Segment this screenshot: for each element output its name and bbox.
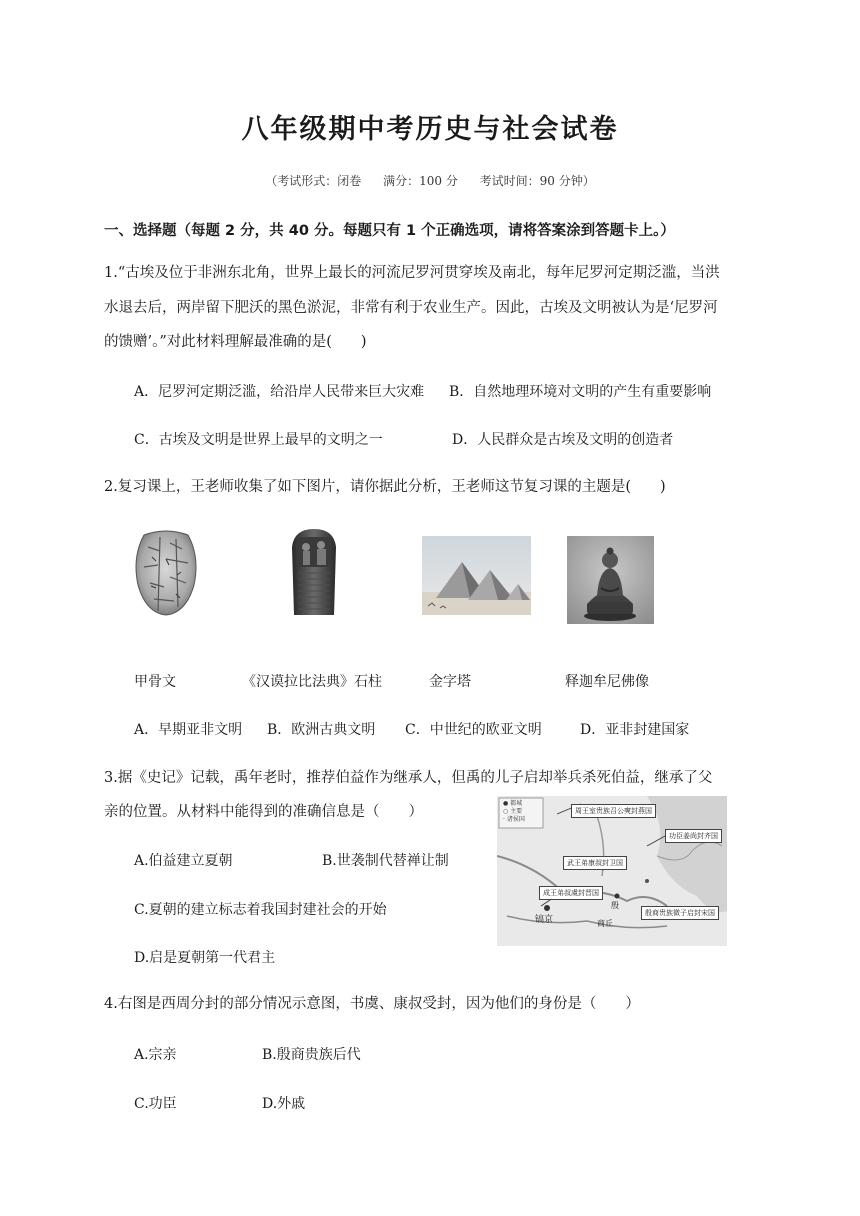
pyramids-image (422, 536, 531, 615)
q3-line-1: 3.据《史记》记载，禹年老时，推荐伯益作为继承人，但禹的儿子启却举兵杀死伯益，继承了父 (104, 770, 713, 786)
q4-option-a: A.宗亲 (134, 1047, 177, 1063)
exam-form: （考试形式：闭卷 (265, 174, 362, 188)
q2-option-c: C．中世纪的欧亚文明 (405, 722, 542, 738)
q4-option-b: B.殷商贵族后代 (262, 1047, 361, 1063)
western-zhou-map (497, 796, 727, 946)
map-legend-states: 诸侯国 (506, 816, 525, 823)
caption-pyramids: 金字塔 (429, 674, 471, 690)
section-title: 一、选择题（每题 2 分，共 40 分。每题只有 1 个正确选项，请将答案涂到答题卡上。） (104, 223, 675, 239)
exam-meta (0, 172, 860, 189)
q2-stem: 2.复习课上，王老师收集了如下图片，请你据此分析，王老师这节复习课的主题是( ) (104, 479, 666, 495)
exam-score: 满分：100 分 (383, 174, 458, 188)
q4-option-c: C.功臣 (134, 1096, 177, 1112)
map-box-qi: 功臣姜尚封齐国 (665, 829, 722, 843)
q3-option-a: A.伯益建立夏朝 (134, 853, 233, 869)
q3-option-b: B.世袭制代替禅让制 (322, 853, 449, 869)
hammurabi-stele-image (288, 527, 340, 615)
exam-time: 考试时间：90 分钟） (479, 174, 595, 188)
q2-option-b: B．欧洲古典文明 (267, 722, 376, 738)
caption-hammurabi-stele: 《汉谟拉比法典》石柱 (242, 674, 382, 690)
map-box-yan: 周王室贵族召公奭封燕国 (571, 804, 656, 818)
q2-option-a: A．早期亚非文明 (134, 722, 243, 738)
q3-option-d: D.启是夏朝第一代君主 (134, 950, 276, 966)
q1-option-d: D．人民群众是古埃及文明的创造者 (452, 432, 674, 448)
q1-option-c: C．古埃及文明是世界上最早的文明之一 (134, 432, 383, 448)
map-box-wei: 武王弟康叔封卫国 (563, 856, 627, 870)
map-box-jin: 成王弟叔虞封晋国 (539, 886, 603, 900)
q3-option-c: C.夏朝的建立标志着我国封建社会的开始 (134, 902, 387, 918)
map-box-song: 殷商贵族微子启封宋国 (641, 906, 719, 920)
map-legend-capital: 都城 (510, 800, 523, 807)
q1-option-b: B．自然地理环境对文明的产生有重要影响 (449, 384, 712, 400)
q1-line-2: 水退去后，两岸留下肥沃的黑色淤泥，非常有利于农业生产。因此，古埃及文明被认为是‘尼罗河 (104, 300, 718, 316)
oracle-bone-image (130, 527, 202, 617)
q2-option-d: D．亚非封建国家 (580, 722, 690, 738)
q4-stem: 4.右图是西周分封的部分情况示意图，书虞、康叔受封，因为他们的身份是（ ） (104, 996, 640, 1012)
map-place-shangqiu: 商丘 (597, 919, 613, 928)
q1-line-3: 的馈赠’。”对此材料理解最准确的是( ) (104, 334, 367, 350)
buddha-statue-image (567, 536, 654, 624)
map-place-yin: 殷 (611, 901, 619, 910)
q3-line-2: 亲的位置。从材料中能得到的准确信息是（ ） (104, 804, 423, 820)
map-place-haojing: 镐京 (535, 915, 554, 925)
caption-buddha: 释迦牟尼佛像 (565, 674, 649, 690)
map-legend-major: 主要 (510, 808, 523, 815)
q1-line-1: 1.“古埃及位于非洲东北角，世界上最长的河流尼罗河贯穿埃及南北，每年尼罗河定期泛滥，当洪 (104, 265, 720, 281)
q1-option-a: A．尼罗河定期泛滥，给沿岸人民带来巨大灾难 (134, 384, 425, 400)
map-legend: ● 都城 ○ 主要 · 诸侯国 (503, 800, 525, 823)
caption-oracle-bone: 甲骨文 (134, 674, 176, 690)
exam-title: 八年级期中考历史与社会试卷 (241, 114, 619, 145)
q4-option-d: D.外戚 (262, 1096, 306, 1112)
